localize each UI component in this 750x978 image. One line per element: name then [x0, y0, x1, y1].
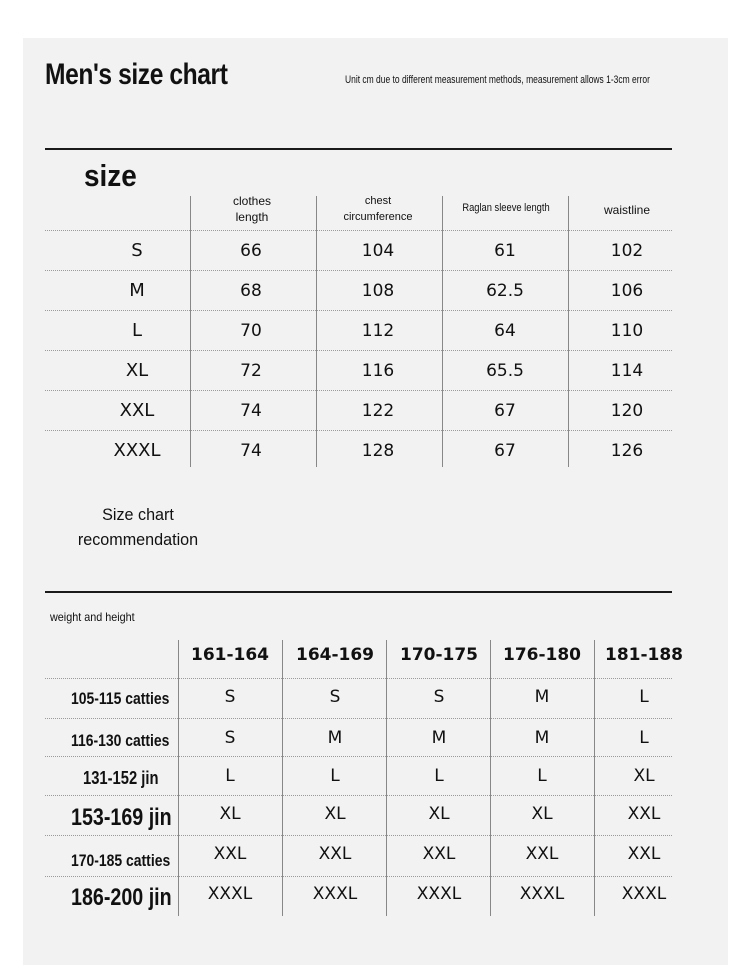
recommended-size-cell: L	[434, 766, 444, 786]
recommended-size-cell: XXXL	[312, 884, 358, 904]
weight-range-label: 131-152 jin	[83, 768, 159, 788]
measurement-cell: 110	[610, 321, 644, 341]
measurement-cell: 65.5	[486, 361, 524, 381]
recommendation-divider	[45, 591, 672, 593]
measurement-cell: 72	[240, 361, 262, 381]
measurement-cell: 68	[240, 281, 262, 301]
height-range-header: 164-169	[295, 645, 375, 665]
row-divider	[45, 718, 672, 719]
recommended-size-cell: XXL	[627, 844, 661, 864]
measurement-cell: 126	[610, 441, 644, 461]
size-column-header: size	[84, 158, 137, 193]
header-chest-circumference: chest circumference	[343, 195, 413, 223]
row-divider	[45, 230, 672, 231]
measurement-cell: 104	[361, 241, 395, 261]
recommended-size-cell: S	[224, 728, 236, 748]
column-divider	[316, 196, 317, 467]
measurement-cell: 70	[240, 321, 262, 341]
measurement-cell: 67	[494, 441, 516, 461]
column-divider	[568, 196, 569, 467]
row-divider	[45, 270, 672, 271]
measurement-cell: 66	[240, 241, 262, 261]
header-clothes-length: clothes length	[232, 194, 272, 224]
recommended-size-cell: S	[433, 687, 445, 707]
size-cell: S	[131, 240, 143, 261]
recommended-size-cell: XL	[531, 804, 553, 824]
measurement-cell: 74	[240, 401, 262, 421]
weight-range-label: 186-200 jin	[71, 884, 172, 911]
recommended-size-cell: M	[431, 728, 447, 748]
measurement-cell: 62.5	[486, 281, 524, 301]
recommended-size-cell: XXL	[525, 844, 559, 864]
row-divider	[45, 678, 672, 679]
recommended-size-cell: XXXL	[519, 884, 565, 904]
measurement-cell: 108	[361, 281, 395, 301]
recommended-size-cell: XL	[324, 804, 346, 824]
row-divider	[45, 390, 672, 391]
recommended-size-cell: M	[327, 728, 343, 748]
height-range-header: 181-188	[604, 645, 684, 665]
measurement-cell: 128	[361, 441, 395, 461]
measurement-cell: 116	[361, 361, 395, 381]
row-divider	[45, 310, 672, 311]
height-range-header: 170-175	[399, 645, 479, 665]
size-cell: L	[131, 320, 143, 341]
recommended-size-cell: L	[537, 766, 547, 786]
recommended-size-cell: XXL	[422, 844, 456, 864]
recommended-size-cell: S	[224, 687, 236, 707]
row-divider	[45, 876, 672, 877]
header-raglan-sleeve-length: Raglan sleeve length	[462, 202, 550, 214]
recommended-size-cell: M	[534, 687, 550, 707]
recommendation-title: Size chart recommendation	[77, 505, 199, 549]
size-cell: XL	[125, 360, 149, 381]
recommended-size-cell: XXL	[318, 844, 352, 864]
weight-range-label: 153-169 jin	[71, 804, 172, 831]
weight-height-label: weight and height	[50, 610, 135, 624]
row-divider	[45, 756, 672, 757]
size-cell: XXL	[119, 400, 155, 421]
measurement-cell: 114	[610, 361, 644, 381]
header-waistline: waistline	[603, 203, 651, 217]
measurement-cell: 112	[361, 321, 395, 341]
measurement-cell: 64	[494, 321, 516, 341]
page-title: Men's size chart	[45, 58, 228, 91]
weight-range-label: 116-130 catties	[71, 731, 170, 750]
recommended-size-cell: XL	[428, 804, 450, 824]
row-divider	[45, 430, 672, 431]
height-range-header: 161-164	[190, 645, 270, 665]
recommended-size-cell: M	[534, 728, 550, 748]
recommended-size-cell: XL	[219, 804, 241, 824]
recommended-size-cell: L	[639, 728, 649, 748]
recommended-size-cell: XXXL	[621, 884, 667, 904]
weight-range-label: 105-115 catties	[71, 689, 170, 708]
row-divider	[45, 350, 672, 351]
measurement-cell: 102	[610, 241, 644, 261]
size-cell: XXXL	[113, 440, 161, 461]
recommended-size-cell: L	[225, 766, 235, 786]
measurement-note: Unit cm due to different measurement methods, measurement allows 1-3cm error	[345, 74, 650, 86]
recommended-size-cell: XXXL	[207, 884, 253, 904]
row-divider	[45, 795, 672, 796]
recommended-size-cell: L	[330, 766, 340, 786]
measurement-cell: 61	[494, 241, 516, 261]
recommended-size-cell: XL	[633, 766, 655, 786]
measurement-cell: 120	[610, 401, 644, 421]
size-cell: M	[129, 280, 145, 301]
column-divider	[442, 196, 443, 467]
weight-range-label: 170-185 catties	[71, 851, 171, 870]
measurement-cell: 122	[361, 401, 395, 421]
recommended-size-cell: XXXL	[416, 884, 462, 904]
measurement-cell: 106	[610, 281, 644, 301]
height-range-header: 176-180	[502, 645, 582, 665]
recommended-size-cell: XXL	[213, 844, 247, 864]
measurement-cell: 74	[240, 441, 262, 461]
row-divider	[45, 835, 672, 836]
title-divider	[45, 148, 672, 150]
measurement-cell: 67	[494, 401, 516, 421]
recommended-size-cell: XXL	[627, 804, 661, 824]
recommended-size-cell: L	[639, 687, 649, 707]
recommended-size-cell: S	[329, 687, 341, 707]
